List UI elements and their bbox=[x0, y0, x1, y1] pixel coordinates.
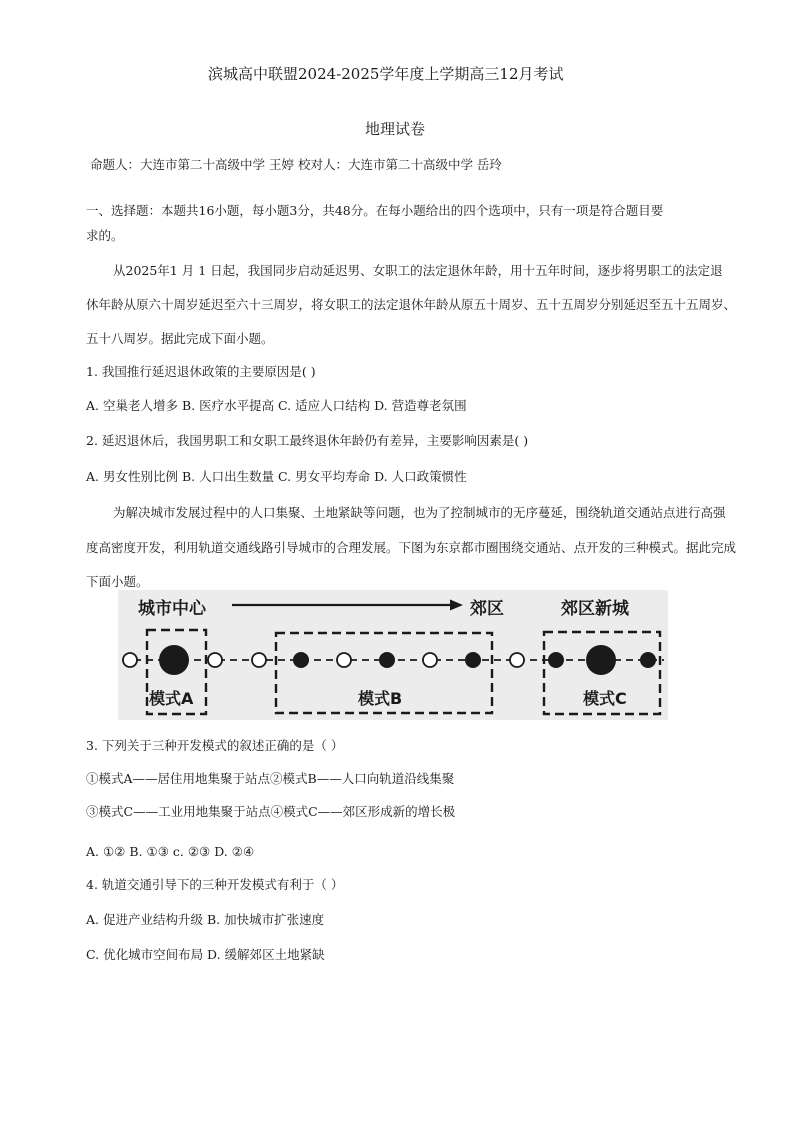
authors-line: 命题人：大连市第二十高级中学 王婷 校对人：大连市第二十高级中学 岳玲 bbox=[90, 157, 502, 172]
station-solid bbox=[548, 652, 564, 668]
q1-options: A. 空巢老人增多 B. 医疗水平提高 C. 适应人口结构 D. 营造尊老氛围 bbox=[86, 398, 467, 413]
passage1-line3: 五十八周岁。据此完成下面小题。 bbox=[86, 331, 274, 346]
station-hollow bbox=[123, 653, 137, 667]
q1-stem: 1. 我国推行延迟退休政策的主要原因是( ) bbox=[86, 364, 316, 379]
q2-options: A. 男女性别比例 B. 人口出生数量 C. 男女平均寿命 D. 人口政策惯性 bbox=[86, 469, 467, 484]
station-hollow bbox=[337, 653, 351, 667]
passage2-line1: 为解决城市发展过程中的人口集聚、土地紧缺等问题，也为了控制城市的无序蔓延，围绕轨道交通站点进行高强 bbox=[113, 505, 726, 520]
station-hollow bbox=[510, 653, 524, 667]
station-solid bbox=[293, 652, 309, 668]
section-heading-line1: 一、选择题：本题共16小题，每小题3分，共48分。在每小题给出的四个选项中，只有一项是符合题目要 bbox=[86, 203, 664, 218]
station-solid bbox=[640, 652, 656, 668]
station-hollow bbox=[208, 653, 222, 667]
station-major bbox=[159, 645, 189, 675]
development-modes-diagram bbox=[118, 590, 668, 720]
q2-stem: 2. 延迟退休后，我国男职工和女职工最终退休年龄仍有差异，主要影响因素是( ) bbox=[86, 433, 529, 448]
section-heading-line2: 求的。 bbox=[86, 228, 124, 243]
label-suburban-new-town: 郊区新城 bbox=[561, 599, 629, 619]
station-hollow bbox=[423, 653, 437, 667]
mode-a-label: 模式A bbox=[149, 689, 194, 708]
station-major bbox=[586, 645, 616, 675]
passage2-line2: 度高密度开发，利用轨道交通线路引导城市的合理发展。下图为东京都市圈围绕交通站、点开发的三种模式。据此完成 bbox=[86, 540, 737, 555]
passage2-line3: 下面小题。 bbox=[86, 574, 149, 589]
q3-stem: 3. 下列关于三种开发模式的叙述正确的是（ ） bbox=[86, 738, 344, 753]
exam-title: 滨城高中联盟2024-2025学年度上学期高三12月考试 bbox=[208, 65, 564, 83]
passage1-line1: 从2025年1 月 1 日起，我国同步启动延迟男、女职工的法定退休年龄，用十五年时间，逐步将男职工的法定退 bbox=[113, 263, 723, 278]
q4-options-2: C. 优化城市空间布局 D. 缓解郊区土地紧缺 bbox=[86, 947, 325, 962]
station-hollow bbox=[252, 653, 266, 667]
mode-b-label: 模式B bbox=[358, 689, 403, 708]
exam-subtitle: 地理试卷 bbox=[365, 120, 426, 138]
label-suburb: 郊区 bbox=[470, 599, 504, 619]
mode-c-label: 模式C bbox=[583, 689, 627, 708]
station-solid bbox=[465, 652, 481, 668]
q3-statements-1: ①模式A——居住用地集聚于站点②模式B——人口向轨道沿线集聚 bbox=[86, 771, 455, 786]
q4-options-1: A. 促进产业结构升级 B. 加快城市扩张速度 bbox=[86, 912, 325, 927]
q4-stem: 4. 轨道交通引导下的三种开发模式有利于（ ） bbox=[86, 877, 344, 892]
passage1-line2: 休年龄从原六十周岁延迟至六十三周岁，将女职工的法定退休年龄从原五十周岁、五十五周岁分别延迟至五十五周岁、 bbox=[86, 297, 737, 312]
station-solid bbox=[379, 652, 395, 668]
q3-statements-2: ③模式C——工业用地集聚于站点④模式C——郊区形成新的增长极 bbox=[86, 804, 456, 819]
label-city-center: 城市中心 bbox=[138, 599, 206, 619]
q3-options: A. ①② B. ①③ c. ②③ D. ②④ bbox=[86, 844, 255, 859]
